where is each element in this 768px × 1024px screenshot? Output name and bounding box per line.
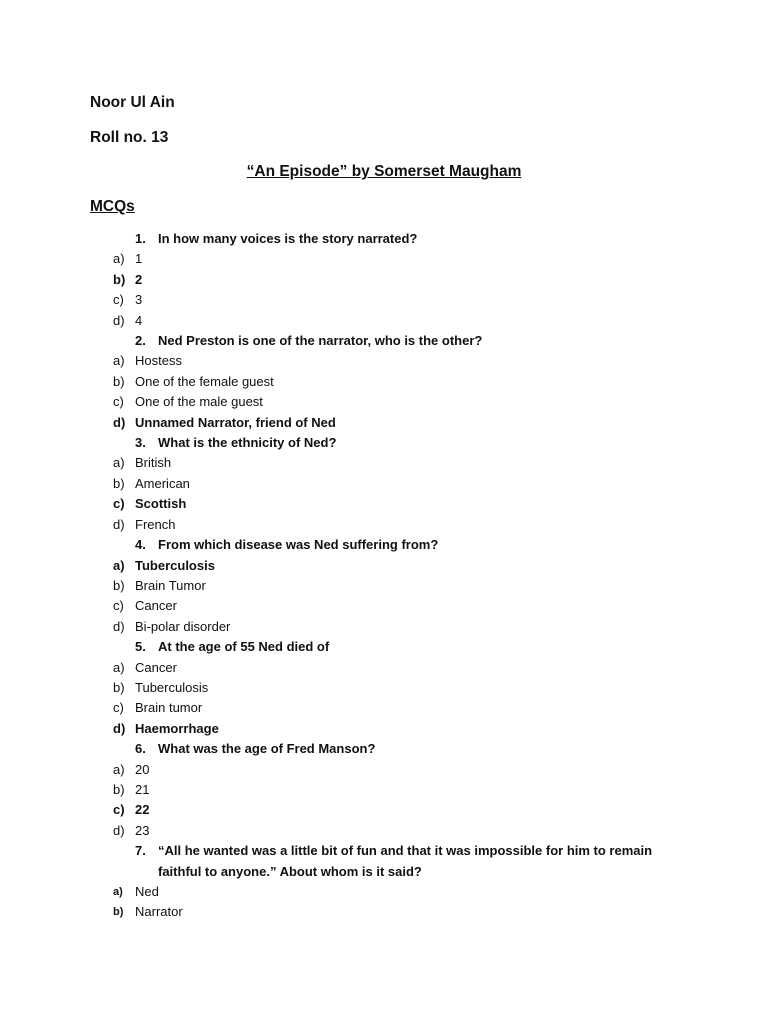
option-3-c	[0, 494, 768, 514]
option-4-a	[0, 556, 768, 576]
option-letter: d)	[113, 414, 126, 430]
option-1-a	[0, 249, 768, 269]
option-letter: c)	[113, 394, 124, 410]
question-7	[0, 841, 768, 882]
option-letter: d)	[113, 720, 126, 736]
option-text: American	[135, 475, 190, 491]
option-2-d	[0, 413, 768, 433]
option-text: One of the female guest	[135, 373, 274, 389]
option-letter: d)	[113, 618, 125, 634]
question-number: 5.	[135, 639, 146, 655]
option-2-c	[0, 392, 768, 412]
question-1	[0, 229, 768, 249]
option-letter: d)	[113, 516, 125, 532]
option-text: 23	[135, 822, 150, 838]
question-text: At the age of 55 Ned died of	[158, 639, 330, 655]
option-letter: b)	[113, 475, 125, 491]
document-title: “An Episode” by Somerset Maugham	[246, 163, 522, 180]
question-4	[0, 535, 768, 555]
question-3	[0, 433, 768, 453]
option-4-b	[0, 576, 768, 596]
option-text: Brain Tumor	[135, 577, 206, 593]
question-text: From which disease was Ned suffering from?	[158, 537, 439, 553]
option-text: One of the male guest	[135, 394, 263, 410]
option-text: 21	[135, 781, 150, 797]
option-3-d	[0, 515, 768, 535]
option-letter: c)	[113, 292, 124, 308]
student-name: Noor Ul Ain	[90, 94, 175, 111]
option-5-b	[0, 678, 768, 698]
option-7-b	[0, 902, 768, 922]
option-5-c	[0, 698, 768, 718]
question-number: 2.	[135, 333, 146, 349]
option-text: Cancer	[135, 659, 177, 675]
option-letter: a)	[113, 659, 125, 675]
option-letter: a)	[113, 353, 125, 369]
option-letter: c)	[113, 496, 125, 512]
option-letter: b)	[113, 373, 125, 389]
question-2	[0, 331, 768, 351]
option-letter: b)	[113, 906, 124, 919]
option-text: Unnamed Narrator, friend of Ned	[135, 414, 336, 430]
option-6-d	[0, 821, 768, 841]
question-text: In how many voices is the story narrated?	[158, 231, 418, 246]
option-3-a	[0, 453, 768, 473]
option-text: Brain tumor	[135, 700, 203, 716]
option-text: Ned	[135, 884, 159, 899]
option-text: 22	[135, 802, 150, 818]
option-text: British	[135, 455, 172, 471]
question-number: 7.	[135, 843, 146, 859]
option-letter: a)	[113, 455, 125, 471]
option-letter: d)	[113, 312, 125, 328]
option-5-a	[0, 658, 768, 678]
question-6	[0, 739, 768, 759]
question-text: “All he wanted was a little bit of fun and that it was impossible for him to remain faithful to anyone.” About whom is it said?	[158, 843, 653, 879]
option-text: Bi-polar disorder	[135, 618, 231, 634]
option-text: Narrator	[135, 904, 183, 920]
option-letter: b)	[113, 577, 125, 593]
question-number: 4.	[135, 537, 146, 553]
option-letter: c)	[113, 802, 125, 818]
option-6-a	[0, 760, 768, 780]
option-text: 4	[135, 312, 143, 328]
option-letter: a)	[113, 557, 125, 573]
question-number: 1.	[135, 231, 146, 246]
option-text: Cancer	[135, 598, 177, 614]
option-letter: b)	[113, 781, 125, 797]
option-text: Haemorrhage	[135, 720, 219, 736]
option-letter: a)	[113, 886, 123, 898]
option-text: 20	[135, 761, 150, 777]
option-text: Hostess	[135, 353, 182, 369]
question-number: 6.	[135, 741, 146, 757]
question-text: What was the age of Fred Manson?	[158, 741, 376, 757]
option-2-a	[0, 351, 768, 371]
option-1-b	[0, 270, 768, 290]
question-number: 3.	[135, 435, 146, 451]
option-6-c	[0, 800, 768, 820]
option-letter: c)	[113, 598, 124, 614]
option-text: 1	[135, 251, 143, 267]
option-letter: a)	[113, 761, 125, 777]
section-heading: MCQs	[90, 198, 135, 215]
option-text: Scottish	[135, 496, 187, 512]
roll-number: Roll no. 13	[90, 129, 169, 146]
option-text: French	[135, 516, 176, 532]
option-2-b	[0, 372, 768, 392]
option-text: Tuberculosis	[135, 557, 215, 573]
option-text: 3	[135, 292, 143, 308]
option-letter: a)	[113, 251, 125, 267]
question-list	[0, 229, 768, 923]
option-7-a	[0, 882, 768, 902]
option-letter: b)	[113, 271, 126, 287]
option-letter: d)	[113, 822, 125, 838]
option-text: Tuberculosis	[135, 679, 209, 695]
option-5-d	[0, 719, 768, 739]
option-1-c	[0, 290, 768, 310]
question-text: What is the ethnicity of Ned?	[158, 435, 337, 451]
option-letter: c)	[113, 700, 124, 716]
option-6-b	[0, 780, 768, 800]
question-text: Ned Preston is one of the narrator, who is the other?	[158, 333, 483, 349]
option-letter: b)	[113, 679, 125, 695]
option-text: 2	[135, 271, 143, 287]
option-1-d	[0, 311, 768, 331]
option-4-c	[0, 596, 768, 616]
option-4-d	[0, 617, 768, 637]
option-3-b	[0, 474, 768, 494]
question-5	[0, 637, 768, 657]
